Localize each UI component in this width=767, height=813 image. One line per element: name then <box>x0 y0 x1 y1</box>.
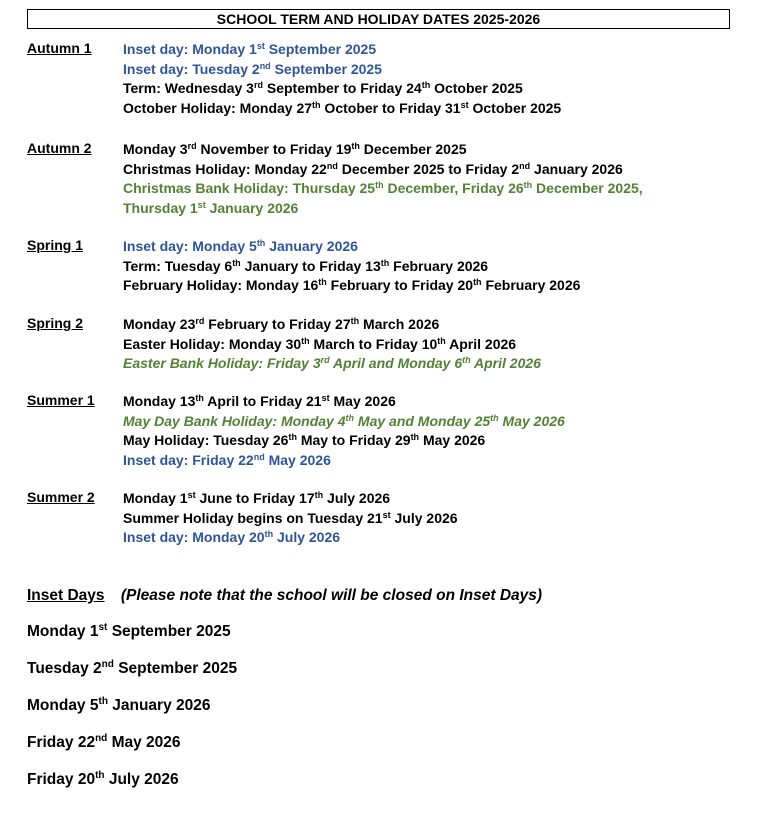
inset-day-item: Friday 20th July 2026 <box>27 770 179 788</box>
term-line: May Holiday: Tuesday 26th May to Friday 29th May 2026 <box>123 432 486 448</box>
inset-days-section <box>27 585 747 788</box>
term-line: Term: Tuesday 6th January to Friday 13th February 2026 <box>123 257 489 274</box>
term-line: February Holiday: Monday 16th February to Friday 20th February 2026 <box>123 277 581 293</box>
term-lines <box>123 315 743 374</box>
term-name: Spring 2 <box>27 315 84 331</box>
page-title: SCHOOL TERM AND HOLIDAY DATES 2025-2026 <box>27 9 730 29</box>
term-name: Summer 1 <box>27 392 95 408</box>
term-line: Monday 3rd November to Friday 19th December 2025 <box>123 141 467 157</box>
term-name: Autumn 1 <box>27 40 92 56</box>
term-line: Easter Holiday: Monday 30th March to Friday 10th April 2026 <box>123 335 517 352</box>
inset-day-item: Monday 1st September 2025 <box>27 622 231 640</box>
term-line: Summer Holiday begins on Tuesday 21st July 2026 <box>123 509 458 526</box>
term-line: Christmas Bank Holiday: Thursday 25th December, Friday 26th December 2025, <box>123 180 643 196</box>
term-line: Easter Bank Holiday: Friday 3rd April and Monday 6th April 2026 <box>123 355 541 371</box>
term-line: Term: Wednesday 3rd September to Friday 24th October 2025 <box>123 80 523 96</box>
term-line: May Day Bank Holiday: Monday 4th May and Monday 25th May 2026 <box>123 412 565 429</box>
inset-days-header <box>27 585 747 607</box>
term-line: Thursday 1st January 2026 <box>123 199 299 216</box>
term-name: Spring 1 <box>27 237 84 253</box>
term-line: Inset day: Monday 20th July 2026 <box>123 529 341 545</box>
inset-day-item: Friday 22nd May 2026 <box>27 733 181 751</box>
term-lines <box>123 140 743 218</box>
term-lines <box>123 237 743 296</box>
term-line: Inset day: Monday 1st September 2025 <box>123 41 377 57</box>
term-name: Autumn 2 <box>27 140 92 156</box>
term-line: Monday 23rd February to Friday 27th March 2026 <box>123 316 440 332</box>
term-lines <box>123 392 743 470</box>
inset-days-note: (Please note that the school will be closed on Inset Days) <box>120 587 543 604</box>
term-line: Monday 13th April to Friday 21st May 2026 <box>123 393 396 409</box>
inset-days-label: Inset Days <box>27 587 105 604</box>
term-line: Christmas Holiday: Monday 22nd December 2025 to Friday 2nd January 2026 <box>123 160 623 177</box>
term-line: Inset day: Friday 22nd May 2026 <box>123 451 331 468</box>
term-lines <box>123 40 743 118</box>
term-line: Inset day: Monday 5th January 2026 <box>123 238 358 254</box>
inset-day-item: Monday 5th January 2026 <box>27 696 211 714</box>
term-line: Inset day: Tuesday 2nd September 2025 <box>123 60 382 77</box>
term-line: October Holiday: Monday 27th October to Friday 31st October 2025 <box>123 99 562 116</box>
term-line: Monday 1st June to Friday 17th July 2026 <box>123 490 391 506</box>
term-lines <box>123 489 743 548</box>
term-name: Summer 2 <box>27 489 95 505</box>
inset-day-item: Tuesday 2nd September 2025 <box>27 659 238 677</box>
